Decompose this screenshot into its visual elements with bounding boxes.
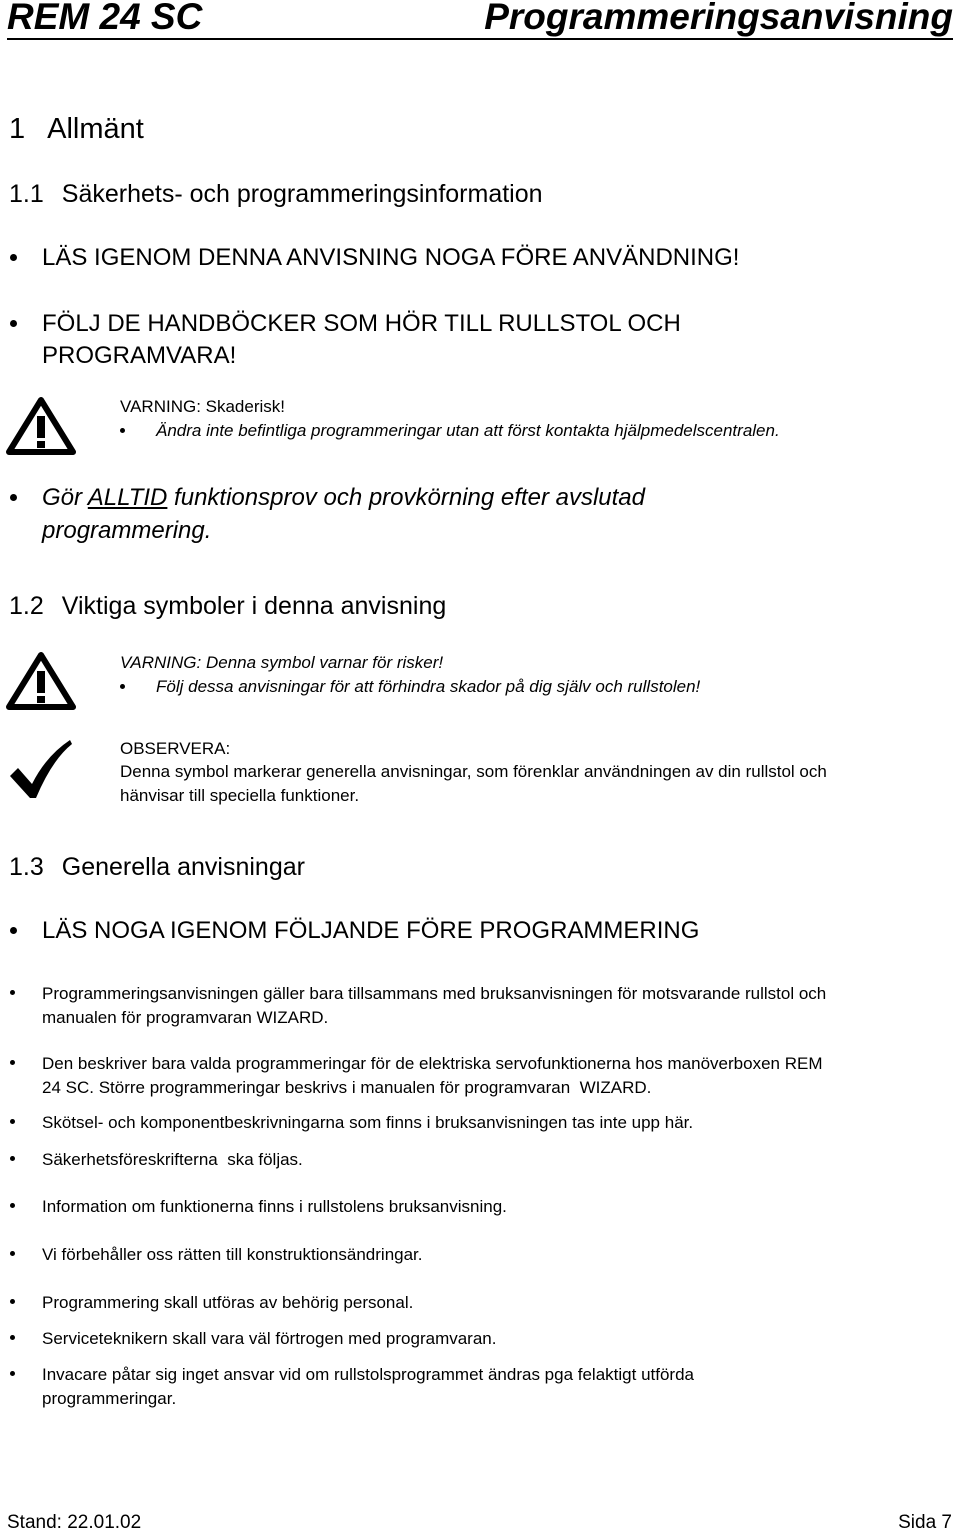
bullet-dot [120,428,125,433]
function-test-line2: programmering. [42,517,212,544]
document-model: REM 24 SC [7,0,203,37]
section-number: 1.3 [9,853,44,881]
list-item: Programmeringsanvisningen gäller bara tillsammans med bruksanvisningen för motsvarande rullstol och [42,984,827,1003]
read-before-programming: LÄS NOGA IGENOM FÖLJANDE FÖRE PROGRAMMERING [42,917,700,944]
note-line1: Denna symbol markerar generella anvisningar, som förenklar användningen av din rullstol och [120,762,827,781]
bullet-dot [10,494,17,501]
list-item-cont: 24 SC. Större programmeringar beskrivs i manualen för programvaran WIZARD. [42,1078,652,1097]
list-item: Programmering skall utföras av behörig personal. [42,1293,414,1312]
checkmark-icon [6,738,72,802]
list-item: Säkerhetsföreskrifterna ska följas. [42,1150,303,1169]
section-title: Säkerhets- och programmeringsinformation [61,180,543,208]
list-item: Serviceteknikern skall vara väl förtrogen med programvaran. [42,1329,497,1348]
bullet-dot [10,1299,15,1304]
bullet-dot [10,1371,15,1376]
section-1-2-heading [9,592,446,621]
warning-title: VARNING: Skaderisk! [120,397,286,416]
bullet-dot [120,684,125,689]
list-item: Information om funktionerna finns i rullstolens bruksanvisning. [42,1197,507,1216]
list-item: Skötsel- och komponentbeskrivningarna som finns i bruksanvisningen tas inte upp här. [42,1113,694,1132]
bullet-dot [10,1203,15,1208]
bullet-dot [10,990,15,995]
follow-manuals-line1: FÖLJ DE HANDBÖCKER SOM HÖR TILL RULLSTOL OCH [42,310,681,337]
bullet-dot [10,1335,15,1340]
read-instructions-bullet: LÄS IGENOM DENNA ANVISNING NOGA FÖRE ANVÄNDNING! [42,244,740,271]
section-title: Allmänt [47,113,144,145]
section-title: Viktiga symboler i denna anvisning [61,592,447,620]
list-item: Den beskriver bara valda programmeringar för de elektriska servofunktionerna hos manöverboxen REM [42,1054,823,1073]
bullet-dot [10,927,17,934]
bullet-dot [10,1251,15,1256]
warning-triangle-icon [6,652,76,710]
section-1-3-heading [9,853,305,882]
bullet-dot [10,1060,15,1065]
list-item-cont: programmeringar. [42,1389,177,1408]
warning-triangle-icon [6,397,76,455]
bullet-dot [10,1156,15,1161]
symbol-warning-bullet: Följ dessa anvisningar för att förhindra skador på dig själv och rullstolen! [156,677,701,696]
list-item-cont: manualen för programvaran WIZARD. [42,1008,329,1027]
note-line2: hänvisar till speciella funktioner. [120,786,360,805]
warning-bullet: Ändra inte befintliga programmeringar utan att först kontakta hjälpmedelscentralen. [156,421,780,440]
header-rule [7,38,953,40]
footer-page-number: Sida 7 [898,1512,952,1533]
list-item: Vi förbehåller oss rätten till konstruktionsändringar. [42,1245,423,1264]
section-title: Generella anvisningar [61,853,305,881]
symbol-warning-title: VARNING: Denna symbol varnar för risker! [120,653,444,672]
section-number: 1.2 [9,592,44,620]
bullet-dot [10,320,17,327]
follow-manuals-line2: PROGRAMVARA! [42,342,237,369]
list-item: Invacare påtar sig inget ansvar vid om rullstolsprogrammet ändras pga felaktigt utförda [42,1365,694,1384]
document-title: Programmeringsanvisning [484,0,953,37]
bullet-dot [10,1119,15,1124]
section-number: 1.1 [9,180,44,208]
note-title: OBSERVERA: [120,739,231,758]
footer-stand-date: Stand: 22.01.02 [7,1512,142,1533]
section-1-1-heading [9,180,543,209]
emphasis-always: ALLTID [87,484,168,511]
section-1-heading [9,113,144,146]
bullet-dot [10,254,17,261]
function-test-line1: Gör ALLTID funktionsprov och provkörning efter avslutad [42,484,645,511]
section-number: 1 [9,113,26,145]
